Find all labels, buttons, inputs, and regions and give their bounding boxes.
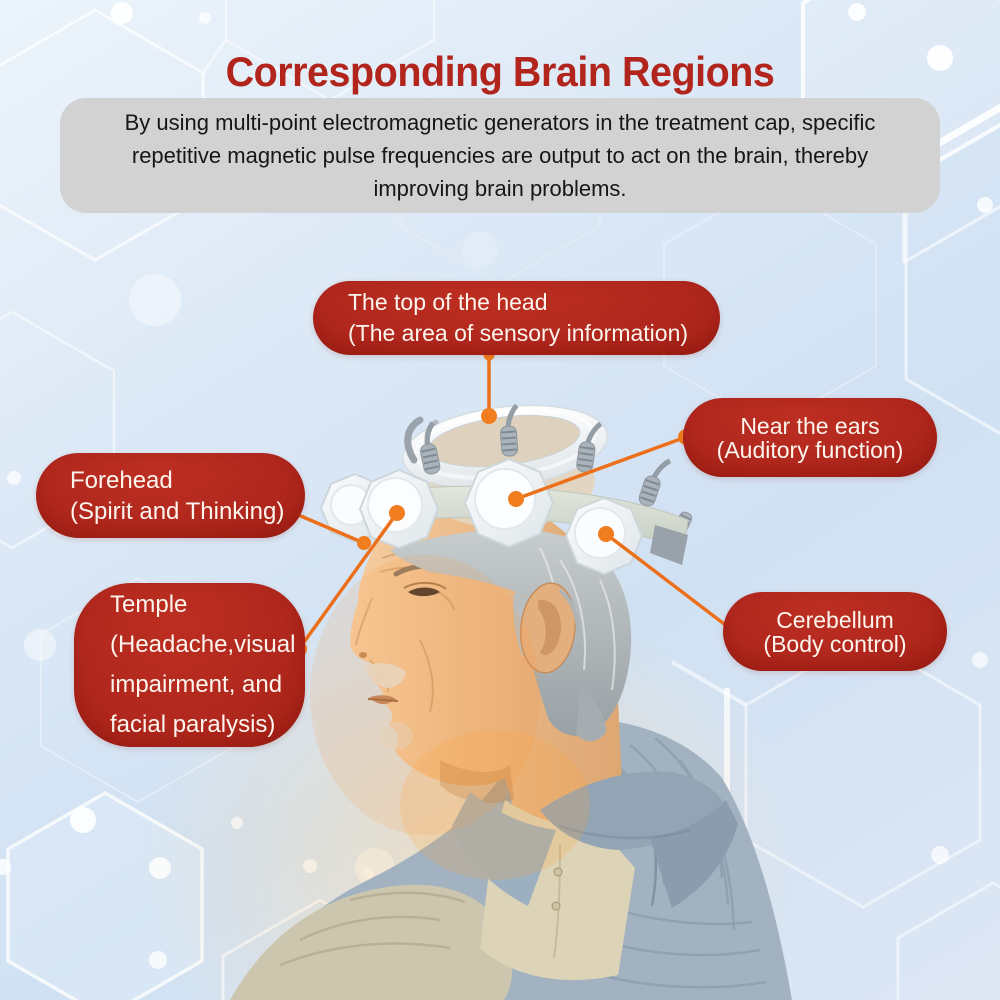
callout-region-label: Near the ears bbox=[740, 412, 880, 439]
page-title: Corresponding Brain Regions bbox=[225, 48, 775, 96]
callout-function-label: facial paralysis) bbox=[110, 711, 276, 738]
callout-function-label: (Spirit and Thinking) bbox=[70, 497, 285, 525]
shirt-button bbox=[552, 902, 560, 910]
callout-forehead bbox=[36, 453, 305, 538]
callout-region-label: Cerebellum bbox=[776, 606, 894, 633]
callout-cerebellum bbox=[723, 592, 947, 671]
callout-function-label: (Auditory function) bbox=[716, 436, 904, 463]
shirt-button bbox=[554, 868, 562, 876]
callout-function-label: (Body control) bbox=[763, 630, 907, 657]
callout-temple bbox=[74, 583, 305, 747]
callout-near-ears bbox=[683, 398, 937, 477]
callout-function-label: (Headache,visual bbox=[110, 631, 296, 658]
callout-function-label: impairment, and bbox=[110, 671, 283, 698]
neck-glow bbox=[400, 730, 590, 880]
electrode-pod-center bbox=[465, 459, 553, 547]
callout-region-label: The top of the head bbox=[348, 289, 548, 315]
callout-function-label: (The area of sensory information) bbox=[348, 320, 689, 346]
callout-top-of-head bbox=[313, 281, 720, 355]
description-box bbox=[60, 98, 940, 213]
description-text: By using multi-point electromagnetic generators in the treatment cap, specific repetitive magnetic pulse frequencies are output to act on the brain, thereby improving brain problems. bbox=[124, 110, 876, 201]
callout-region-label: Temple bbox=[110, 591, 188, 618]
callout-region-label: Forehead bbox=[70, 466, 173, 494]
